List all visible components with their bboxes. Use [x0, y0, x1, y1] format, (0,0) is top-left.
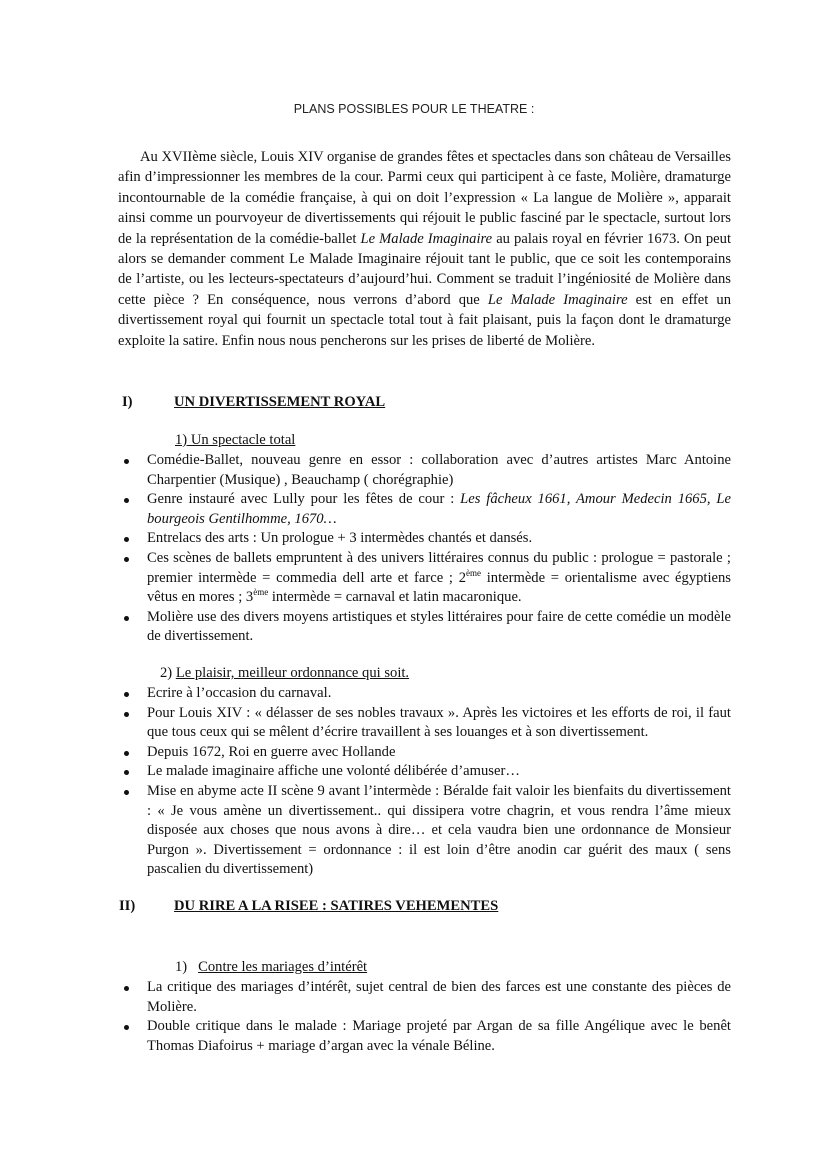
section-number: II) — [119, 898, 136, 914]
intro-text: au palais royal en février 1673. On peut alors se demander comment Le Malade Imaginaire réjouit tant le public, que ce soit les contemporains de l’artiste, ou les lecteurs-spectateurs d’aujourd’hui. Comment se traduit l’ingéniosité de Molière dans cette pièce ? En conséquence, nous verrons d’abord que — [118, 230, 732, 308]
item-italic: Les fâcheux 1661, Amour Medecin 1665, Le bourgeois Gentilhomme, 1670… — [147, 491, 731, 527]
list-item — [118, 490, 731, 529]
subsection-title: Contre les mariages d’intérêt — [198, 959, 368, 975]
superscript: ème — [466, 567, 482, 578]
subsection-number: 1) — [175, 959, 188, 975]
list-item: Depuis 1672, Roi en guerre avec Hollande — [118, 743, 731, 763]
section-title: UN DIVERTISSEMENT ROYAL — [174, 394, 386, 410]
list-item — [118, 549, 731, 608]
intro-text: est en effet un divertissement royal qui fournit un spectacle total tout à fait plaisant, puis la façon dont le dramaturge exploite la satire. Enfin nous nous pencherons sur les prises de liberté de Molière. — [118, 291, 732, 349]
item-text: Genre instauré avec Lully pour les fêtes de cour : — [147, 491, 461, 508]
list-item: Double critique dans le malade : Mariage projeté par Argan de sa fille Angélique avec le benêt Thomas Diafoirus + mariage d’argan avec la vénale Béline. — [118, 1017, 731, 1056]
bullet-list — [118, 451, 731, 647]
page-title: PLANS POSSIBLES POUR LE THEATRE : — [293, 102, 535, 116]
item-text: Ces scènes de ballets empruntent à des univers littéraires connus du public : prologue = pastorale ; premier intermède = commedia dell arte et farce ; 2 — [147, 549, 731, 586]
subsection-title: Un spectacle total — [187, 432, 296, 448]
section-number: I) — [122, 394, 133, 410]
list-item: Entrelacs des arts : Un prologue + 3 intermèdes chantés et dansés. — [118, 529, 731, 549]
subsection-number: 1) — [175, 432, 188, 448]
subsection-number: 2) — [160, 665, 173, 681]
list-item: Comédie-Ballet, nouveau genre en essor : collaboration avec d’autres artistes Marc Antoine Charpentier (Musique) , Beauchamp ( chorégraphie) — [118, 451, 731, 490]
list-item: Pour Louis XIV : « délasser de ses nobles travaux ». Après les victoires et les efforts de roi, il faut que tous ceux qui se mêlent d’écrire travaillent à ses louanges et à son divertissement. — [118, 704, 731, 743]
section-title: DU RIRE A LA RISEE : SATIRES VEHEMENTES — [174, 898, 499, 914]
list-item: Mise en abyme acte II scène 9 avant l’intermède : Béralde fait valoir les bienfaits du divertissement : « Je vous amène un divertissement.. qui dissipera votre chagrin, et vous rendra l’âme mieux disposée aux choses que nous avons à dire… et cela vaudra bien une ordonnance de Monsieur Purgon ». Divertissement = ordonnance : il est loin d’être anodin car guérit des maux ( sens pascalien du divertissement) — [118, 782, 731, 880]
subsection-heading — [175, 958, 367, 978]
item-text: intermède = orientalisme avec égyptiens vêtus en mores ; 3 — [147, 569, 731, 606]
introduction-paragraph — [118, 147, 731, 351]
intro-title-italic: Le Malade Imaginaire — [487, 291, 628, 308]
subsection-heading — [175, 431, 295, 451]
subsection-title: Le plaisir, meilleur ordonnance qui soit. — [175, 665, 410, 681]
list-item: Le malade imaginaire affiche une volonté délibérée d’amuser… — [118, 762, 731, 782]
list-item: La critique des mariages d’intérêt, sujet central de bien des farces est une constante des pièces de Molière. — [118, 978, 731, 1017]
bullet-list — [118, 684, 731, 880]
superscript: ème — [253, 587, 269, 598]
intro-text: Au XVIIème siècle, Louis XIV organise de grandes fêtes et spectacles dans son château de Versailles afin d’impressionner les membres de la cour. Parmi ceux qui participent à ce faste, Molière, dramaturge incontournable de la comédie française, à qui on doit l’expression « La langue de Molière », apparait ainsi comme un pourvoyeur de divertissements qui réjouit le public fasciné par le spectacle, surtout lors de la représentation de la comédie-ballet — [118, 149, 731, 247]
item-text: intermède = carnaval et latin macaronique. — [268, 589, 522, 606]
subsection-heading — [160, 664, 409, 684]
intro-title-italic: Le Malade Imaginaire — [360, 230, 493, 247]
list-item: Ecrire à l’occasion du carnaval. — [118, 684, 731, 704]
list-item: Molière use des divers moyens artistiques et styles littéraires pour faire de cette comédie un modèle de divertissement. — [118, 608, 731, 647]
bullet-list — [118, 978, 731, 1056]
